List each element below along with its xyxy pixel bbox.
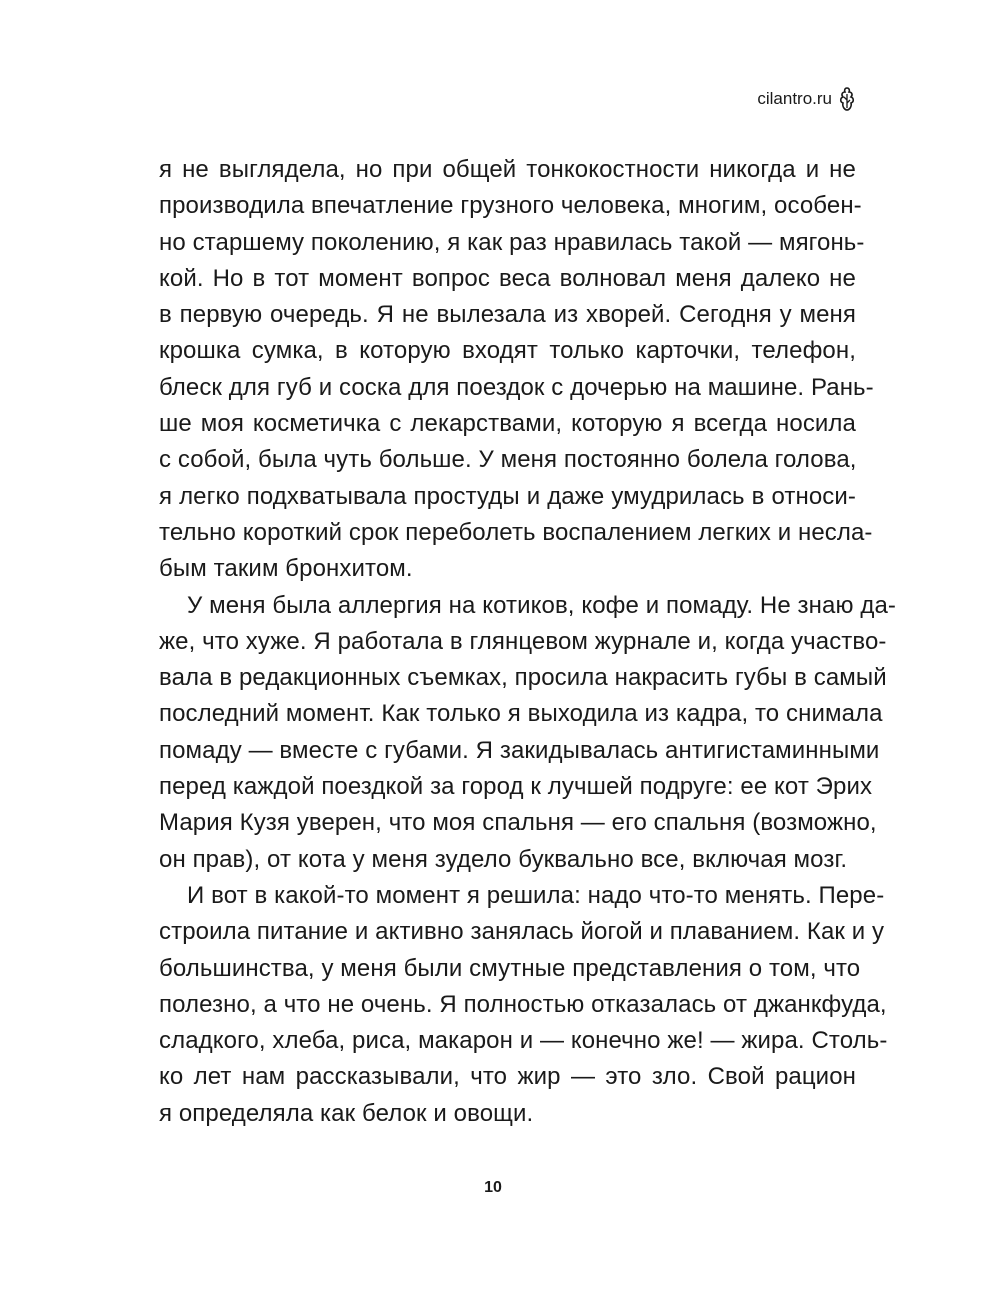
text-line: ше моя косметичка с лекарствами, которую я всегда носила: [159, 410, 856, 438]
text-line: полезно, а что не очень. Я полностью отказалась от джанкфуда,: [159, 990, 887, 1018]
text-line: я определяла как белок и овощи.: [159, 1099, 534, 1127]
text-line: производила впечатление грузного человека, многим, особен-: [159, 192, 862, 220]
text-line: с собой, была чуть больше. У меня постоянно болела голова,: [159, 446, 857, 474]
page-header: [757, 86, 858, 112]
text-line: кой. Но в тот момент вопрос веса волновал меня далеко не: [159, 264, 856, 292]
paragraph: [159, 588, 896, 878]
page-number: 10: [484, 1179, 502, 1196]
text-line: крошка сумка, в которую входят только карточки, телефон,: [159, 337, 856, 365]
text-line: но старшему поколению, я как раз нравилась такой — мягонь-: [159, 228, 865, 256]
text-line: большинства, у меня были смутные представления о том, что: [159, 954, 861, 982]
text-line: У меня была аллергия на котиков, кофе и помаду. Не знаю да-: [187, 591, 896, 619]
text-line: Мария Кузя уверен, что моя спальня — его спальня (возможно,: [159, 809, 877, 837]
text-line: он прав), от кота у меня зудело буквально все, включая мозг.: [159, 845, 848, 873]
text-line: тельно короткий срок переболеть воспалением легких и несла-: [159, 518, 873, 546]
text-line: бым таким бронхитом.: [159, 555, 413, 583]
text-line: последний момент. Как только я выходила из кадра, то снимала: [159, 700, 883, 728]
text-line: вала в редакционных съемках, просила накрасить губы в самый: [159, 664, 887, 692]
text-line: блеск для губ и соска для поездок с дочерью на машине. Рань-: [159, 373, 874, 401]
text-line: строила питание и активно занялась йогой и плаванием. Как и у: [159, 918, 885, 946]
text-line: И вот в какой-то момент я решила: надо что-то менять. Пере-: [187, 881, 885, 909]
text-line: я легко подхватывала простуды и даже умудрилась в относи-: [159, 482, 856, 510]
text-line: же, что хуже. Я работала в глянцевом журнале и, когда участво-: [159, 627, 887, 655]
text-line: перед каждой поездкой за город к лучшей подруге: ее кот Эрих: [159, 773, 873, 801]
text-line: ко лет нам рассказывали, что жир — это зло. Свой рацион: [159, 1063, 856, 1091]
text-line: в первую очередь. Я не вылезала из хворей. Сегодня у меня: [159, 301, 856, 329]
text-line: я не выглядела, но при общей тонкокостности никогда и не: [159, 156, 856, 183]
body-text: [159, 152, 896, 1132]
text-line: помаду — вместе с губами. Я закидывалась антигистаминными: [159, 736, 880, 764]
cilantro-leaf-icon: [836, 86, 858, 112]
paragraph: [159, 878, 888, 1132]
site-name: cilantro.ru: [757, 89, 832, 108]
text-line: сладкого, хлеба, риса, макарон и — конечно же! — жира. Столь-: [159, 1027, 888, 1055]
paragraph: [159, 152, 874, 588]
